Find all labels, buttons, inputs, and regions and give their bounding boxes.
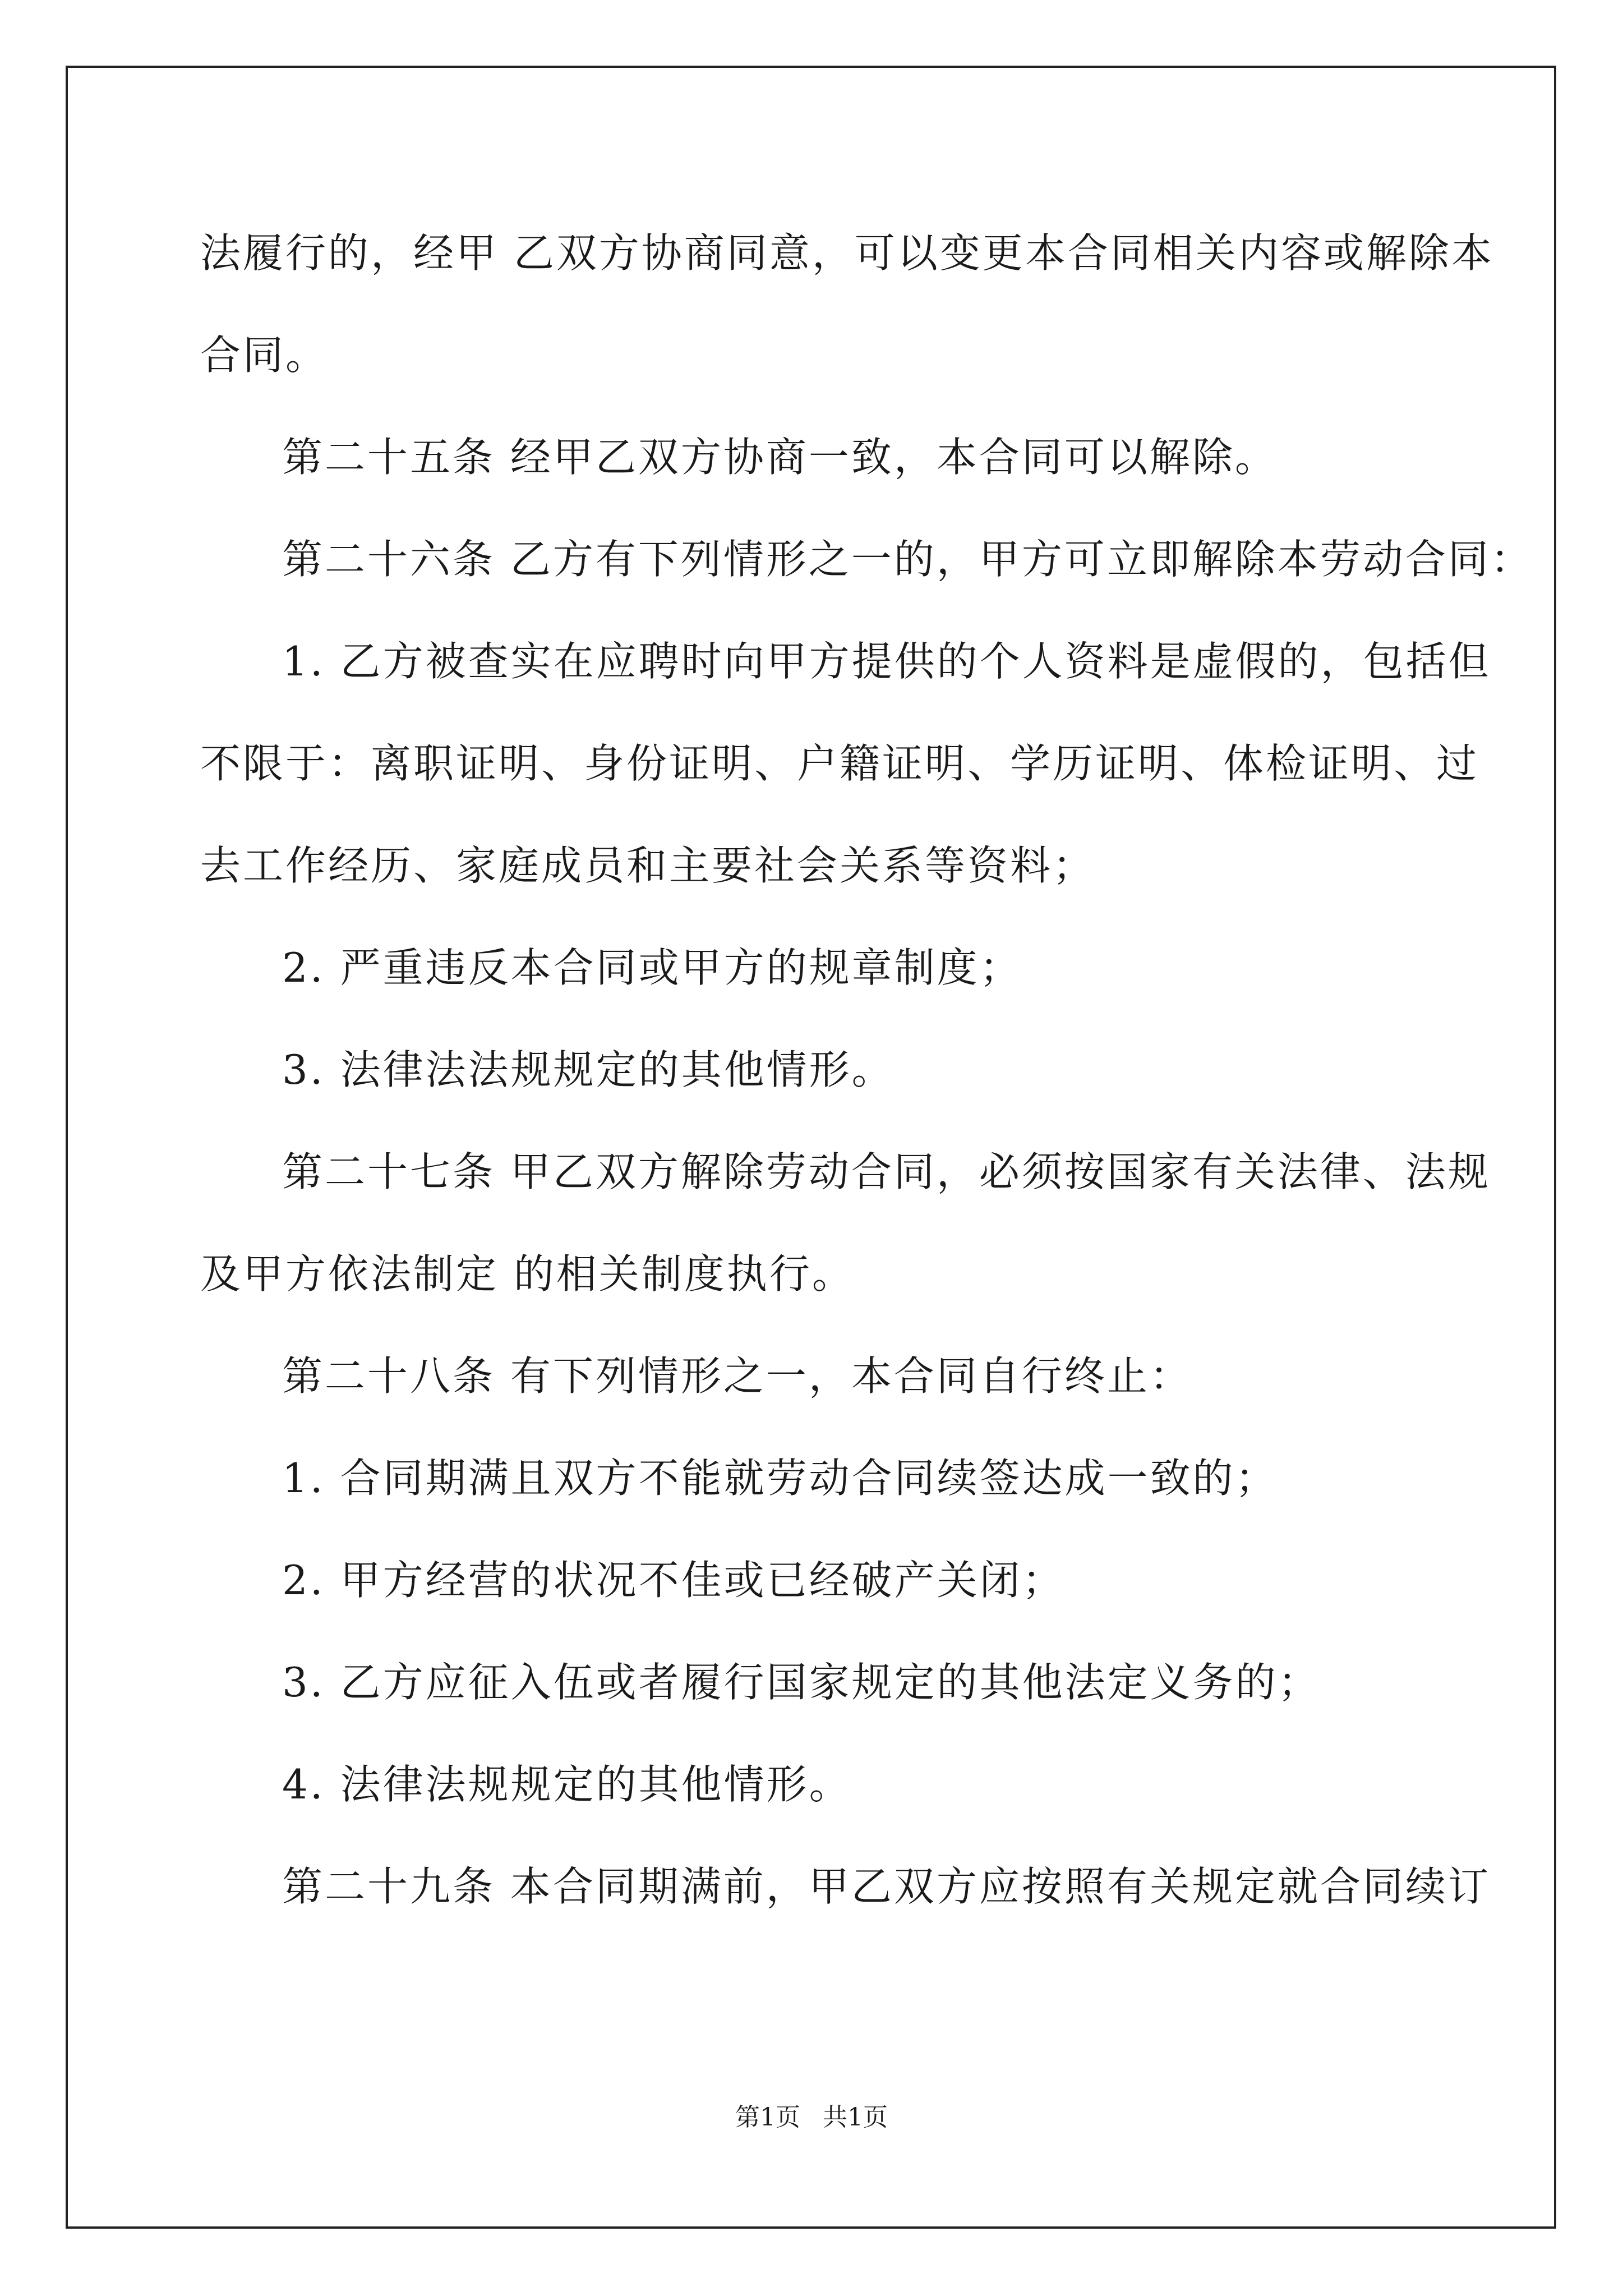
article-28-item-1: 1. 合同期满且双方不能就劳动合同续签达成一致的； [282, 1455, 1278, 1502]
article-26-item-1-cont-1: 不限于：离职证明、身份证明、户籍证明、学历证明、体检证明、过 [200, 740, 1479, 787]
article-28-item-4: 4. 法律法规规定的其他情形。 [282, 1761, 852, 1808]
article-26-item-1: 1. 乙方被查实在应聘时向甲方提供的个人资料是虚假的，包括但 [282, 638, 1491, 685]
page-total: 共1页 [823, 2103, 888, 2132]
article-26-item-3: 3. 法律法法规规定的其他情形。 [282, 1046, 895, 1093]
page-number: 第1页 [735, 2103, 800, 2132]
document-body [200, 202, 1533, 1938]
article-26-item-2: 2. 严重违反本合同或甲方的规章制度； [282, 944, 1022, 991]
article-27: 第二十七条 甲乙双方解除劳动合同，必须按国家有关法律、法规 [282, 1148, 1491, 1195]
article-26-item-1-cont-2: 去工作经历、家庭成员和主要社会关系等资料； [200, 842, 1096, 889]
article-29: 第二十九条 本合同期满前，甲乙双方应按照有关规定就合同续订 [282, 1863, 1491, 1910]
page-footer [0, 2101, 1623, 2134]
text-line-1: 法履行的，经甲 乙双方协商同意，可以变更本合同相关内容或解除本 [200, 229, 1494, 277]
article-27-cont: 及甲方依法制定 的相关制度执行。 [200, 1250, 855, 1297]
text-line-2: 合同。 [200, 332, 329, 379]
article-28: 第二十八条 有下列情形之一，本合同自行终止： [282, 1352, 1192, 1400]
article-26: 第二十六条 乙方有下列情形之一的，甲方可立即解除本劳动合同： [282, 536, 1533, 583]
article-25: 第二十五条 经甲乙双方协商一致，本合同可以解除。 [282, 434, 1278, 481]
article-28-item-2: 2. 甲方经营的状况不佳或已经破产关闭； [282, 1557, 1065, 1604]
article-28-item-3: 3. 乙方应征入伍或者履行国家规定的其他法定义务的； [282, 1659, 1321, 1706]
